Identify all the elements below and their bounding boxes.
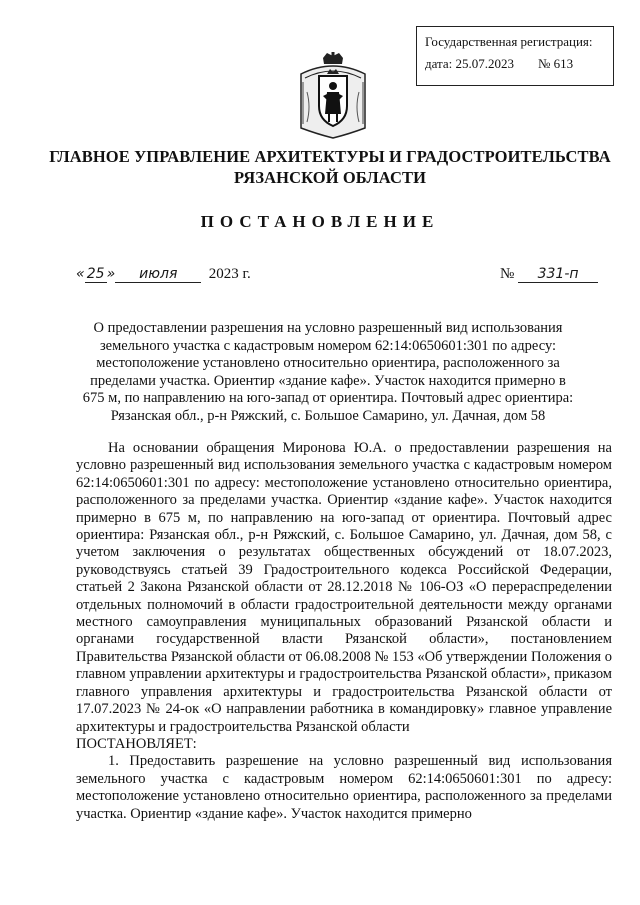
document-type-title: ПОСТАНОВЛЕНИЕ	[200, 212, 440, 231]
number-prefix: №	[500, 266, 515, 282]
date-close-quote: »	[106, 266, 116, 282]
date-day: 25	[85, 266, 107, 283]
decree-number	[500, 266, 598, 283]
decree-date	[76, 266, 251, 283]
coat-of-arms-icon	[295, 52, 371, 140]
registration-label: Государственная регистрация:	[425, 34, 593, 49]
item-1-paragraph: 1. Предоставить разрешение на условно разрешенный вид использования земельного участка с кадастровым номером 62:14:0650601:301 по адресу: местоположение установлено относительно ориентира, расположенного за пределами участка. Ориентир «здание кафе». Участок находится примерно	[76, 753, 612, 822]
preamble-paragraph: На основании обращения Миронова Ю.А. о предоставлении разрешения на условно разрешенный вид использования земельного участка с кадастровым номером 62:14:0650601:301 по адресу: местоположение установлено относительно ориентира, расположенного за пределами участка. Ориентир «здание кафе». Участок находится примерно в 675 м, по направлению на юго-запад от ориентира. Почтовый адрес ориентира: Рязанская обл., р-н Ряжский, с. Большое Самарино, ул. Дачная, дом 58, с учетом заключения о результатах общественных обсуждений от 18.07.2023, руководствуясь статьей 39 Градостроительного кодекса Российской Федерации, статьей 2 Закона Рязанской области от 28.12.2018 № 106-ОЗ «О перераспределении отдельных полномочий в области градостроительной деятельности между органами местного самоуправления муниципальных образований Рязанской области и органами государственной власти Рязанской области», постановлением Правительства Рязанской области от 06.08.2008 № 153 «Об утверждении Положения о главном управлении архитектуры и градостроительства Рязанской области», приказом главного управления архитектуры и градостроительства Рязанской области от 17.07.2023 № 24-ок «О направлении работника в командировку» главное управление архитектуры и градостроительства Рязанской области	[76, 440, 612, 735]
decree-subject: О предоставлении разрешения на условно разрешенный вид использования земельного участка с кадастровым номером 62:14:0650601:301 по адресу: местоположение установлено относительно ориентира, расположенного за пределами участка. Ориентир «здание кафе». Участок находится примерно в 675 м, по направлению на юго-запад от ориентира. Почтовый адрес ориентира: Рязанская обл., р-н Ряжский, с. Большое Самарино, ул. Дачная, дом 58	[82, 320, 574, 424]
organization-line-1: ГЛАВНОЕ УПРАВЛЕНИЕ АРХИТЕКТУРЫ И ГРАДОСТРОИТЕЛЬСТВА	[49, 147, 611, 166]
registration-date: дата: 25.07.2023	[425, 56, 515, 71]
decree-word: ПОСТАНОВЛЯЕТ:	[76, 735, 197, 752]
date-month: июля	[115, 266, 201, 283]
organization-line-2: РЯЗАНСКОЙ ОБЛАСТИ	[233, 168, 427, 187]
registration-details	[425, 53, 605, 75]
date-open-quote: «	[76, 266, 85, 282]
date-year: 2023 г.	[208, 266, 251, 282]
organization-title	[30, 146, 630, 188]
registration-stamp-box	[416, 26, 614, 86]
decree-body	[76, 440, 612, 823]
registration-number: № 613	[538, 56, 574, 71]
number-value: 331-п	[518, 266, 598, 283]
